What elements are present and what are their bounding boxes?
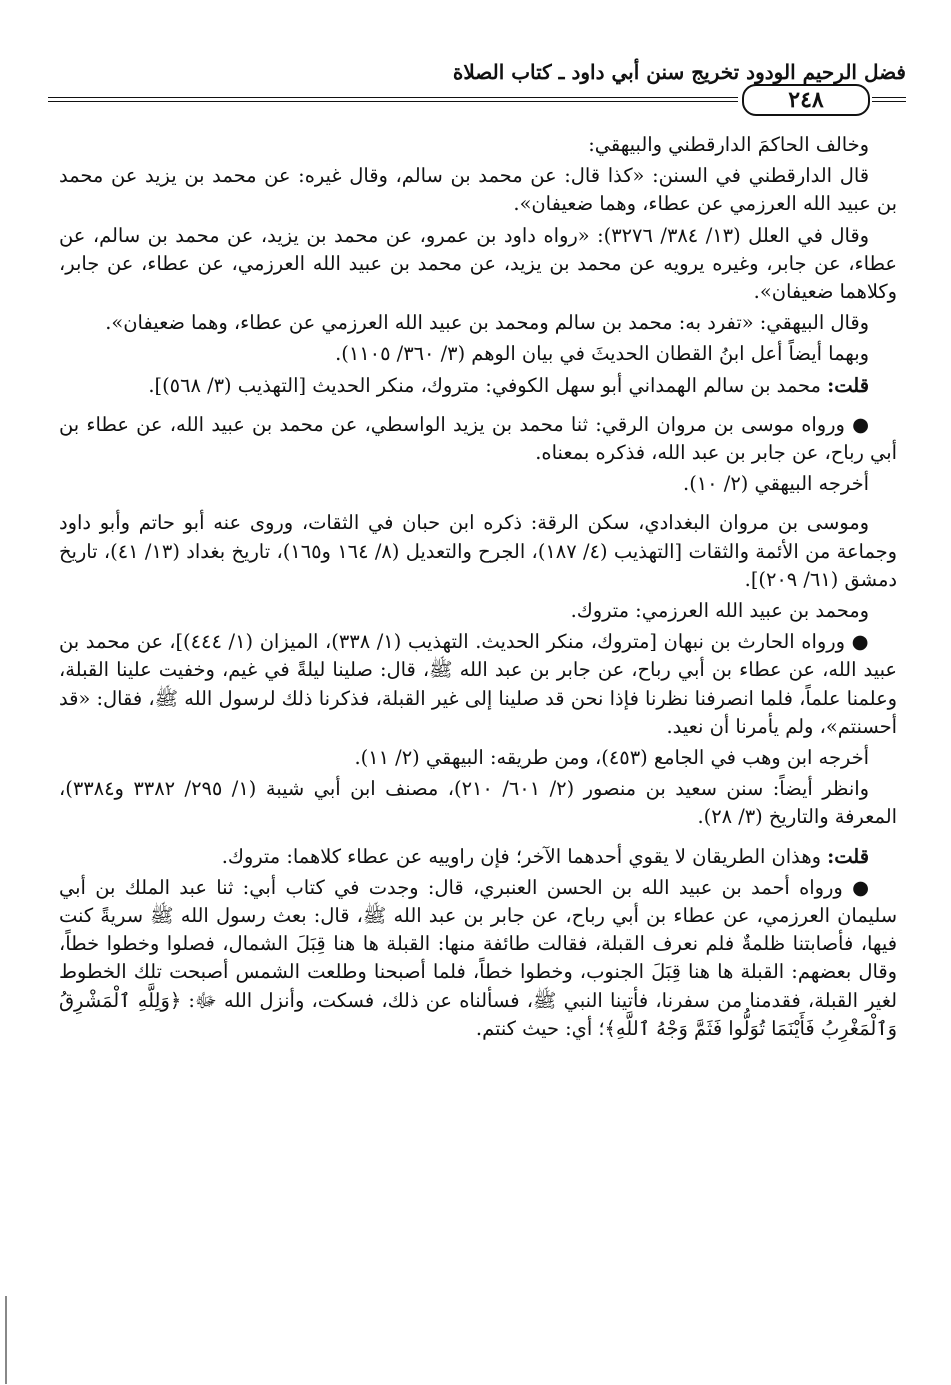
paragraph bbox=[59, 411, 897, 467]
paragraph bbox=[59, 340, 897, 368]
paragraph-text: وقال في العلل (١٣/ ٣٨٤/ ٣٢٧٦): «رواه داود بن عمرو، عن محمد بن يزيد، عن محمد بن سالم، عن عطاء، عن جابر، وغيره يرويه عن محمد بن يزيد، عن محمد بن عبيد الله العرزمي، عن عطاء، عن جابر، وكلاهما ضعيفان». bbox=[59, 223, 897, 304]
paragraph bbox=[59, 162, 897, 218]
paragraph bbox=[59, 843, 897, 871]
paragraph-text: أخرجه البيهقي (٢/ ١٠). bbox=[683, 472, 869, 496]
paragraph-text: وبهما أيضاً أعل ابنُ القطان الحديثَ في بيان الوهم (٣/ ٣٦٠/ ١١٠٥). bbox=[335, 342, 869, 366]
paragraph-text: ● ورواه الحارث بن نبهان [متروك، منكر الحديث. التهذيب (١/ ٣٣٨)، الميزان (١/ ٤٤٤)]، عن محمد بن عبيد الله، عن عطاء بن أبي رباح، عن جابر بن عبد الله ﷺ، قال: صلينا ليلةً في غيم، وخفيت علينا القبلة، وعلمنا علماً، فلما انصرفنا نظرنا فإذا نحن قد صلينا إلى غير القبلة، فذكرنا ذلك لرسول الله ﷺ، فقال: «قد أحسنتم»، ولم يأمرنا أن نعيد. bbox=[59, 630, 897, 738]
paragraph-text: وقال البيهقي: «تفرد به: محمد بن سالم ومحمد بن عبيد الله العرزمي عن عطاء، وهما ضعيفان». bbox=[105, 311, 869, 335]
paragraph bbox=[59, 775, 897, 831]
paragraph-text: وانظر أيضاً: سنن سعيد بن منصور (٢/ ٦٠١/ ٢١٠)، مصنف ابن أبي شيبة (١/ ٢٩٥/ ٣٣٨٢ و٣٣٨٤)، المعرفة والتاريخ (٣/ ٢٨). bbox=[59, 777, 897, 829]
paragraph-text: وهذان الطريقان لا يقوي أحدهما الآخر؛ فإن راوييه عن عطاء كلاهما: متروك. bbox=[221, 844, 828, 868]
paragraph bbox=[59, 372, 897, 400]
page-number: ٢٤٨ bbox=[742, 84, 870, 116]
header-rule-left bbox=[48, 97, 738, 102]
paragraph bbox=[59, 222, 897, 307]
paragraph-lead: قلت: bbox=[827, 844, 869, 868]
paragraph bbox=[59, 628, 897, 741]
paragraph bbox=[59, 597, 897, 625]
scan-edge-mark bbox=[5, 1296, 7, 1384]
paragraph bbox=[59, 509, 897, 594]
paragraph-text: وخالف الحاكمَ الدارقطني والبيهقي: bbox=[588, 133, 869, 156]
page-header bbox=[48, 56, 906, 116]
header-rule-right bbox=[872, 97, 906, 102]
running-title: فضل الرحيم الودود تخريج سنن أبي داود ـ كتاب الصلاة bbox=[452, 60, 906, 84]
paragraph bbox=[59, 470, 897, 498]
paragraph-text: ● ورواه أحمد بن عبيد الله بن الحسن العنبري، قال: وجدت في كتاب أبي: ثنا عبد الملك بن أبي سليمان العرزمي، عن عطاء بن أبي رباح، عن جابر بن عبد الله ﷺ، قال: بعث رسول الله ﷺ سريةً كنت فيها، فأصابتنا ظلمةٌ فلم نعرف القبلة، فقالت طائفة منها: القبلة ها هنا قِبَلَ الشمال، فصلوا وخطوا خطاً، وقال بعضهم: القبلة ها هنا قِبَلَ الجنوب، وخطوا خطاً، فلما أصبحنا وطلعت الشمس أصبحت تلك الخطوط لغير القبلة، فقدمنا من سفرنا، فأتينا النبي ﷺ، فسألناه عن ذلك، فسكت، وأنزل الله ﷻ: ﴿وَلِلَّهِ ٱلْمَشْرِقُ وَٱلْمَغْرِبُ فَأَيْنَمَا تُوَلُّوا فَثَمَّ وَجْهُ ٱللَّهِ﴾؛ أي: حيث كنتم. bbox=[59, 875, 897, 1040]
paragraph-text: أخرجه ابن وهب في الجامع (٤٥٣)، ومن طريقه: البيهقي (٢/ ١١). bbox=[354, 746, 869, 770]
page-body bbox=[59, 131, 897, 1046]
paragraph-text: ● ورواه موسى بن مروان الرقي: ثنا محمد بن يزيد الواسطي، عن محمد بن عبيد الله، عن عطاء بن أبي رباح، عن جابر بن عبد الله، فذكره بمعناه. bbox=[59, 412, 897, 465]
paragraph-lead: قلت: bbox=[827, 373, 869, 397]
paragraph-text: وموسى بن مروان البغدادي، سكن الرقة: ذكره ابن حبان في الثقات، وروى عنه أبو حاتم وأبو داود وجماعة من الأئمة والثقات [التهذيب (٤/ ١٨٧)، الجرح والتعديل (٨/ ١٦٤ و١٦٥)، تاريخ بغداد (١٣/ ٤١)، تاريخ دمشق (٦١/ ٢٠٩)]. bbox=[59, 511, 898, 591]
paragraph-text: ومحمد بن عبيد الله العرزمي: متروك. bbox=[570, 599, 869, 623]
paragraph-text: قال الدارقطني في السنن: «كذا قال: عن محمد بن سالم، وقال غيره: عن محمد بن يزيد عن محمد بن عبيد الله العرزمي عن عطاء، وهما ضعيفان». bbox=[59, 164, 897, 216]
paragraph bbox=[59, 744, 897, 772]
paragraph bbox=[59, 874, 897, 1043]
paragraph bbox=[59, 309, 897, 337]
paragraph-text: محمد بن سالم الهمداني أبو سهل الكوفي: متروك، منكر الحديث [التهذيب (٣/ ٥٦٨)]. bbox=[148, 373, 828, 397]
paragraph bbox=[59, 131, 897, 159]
